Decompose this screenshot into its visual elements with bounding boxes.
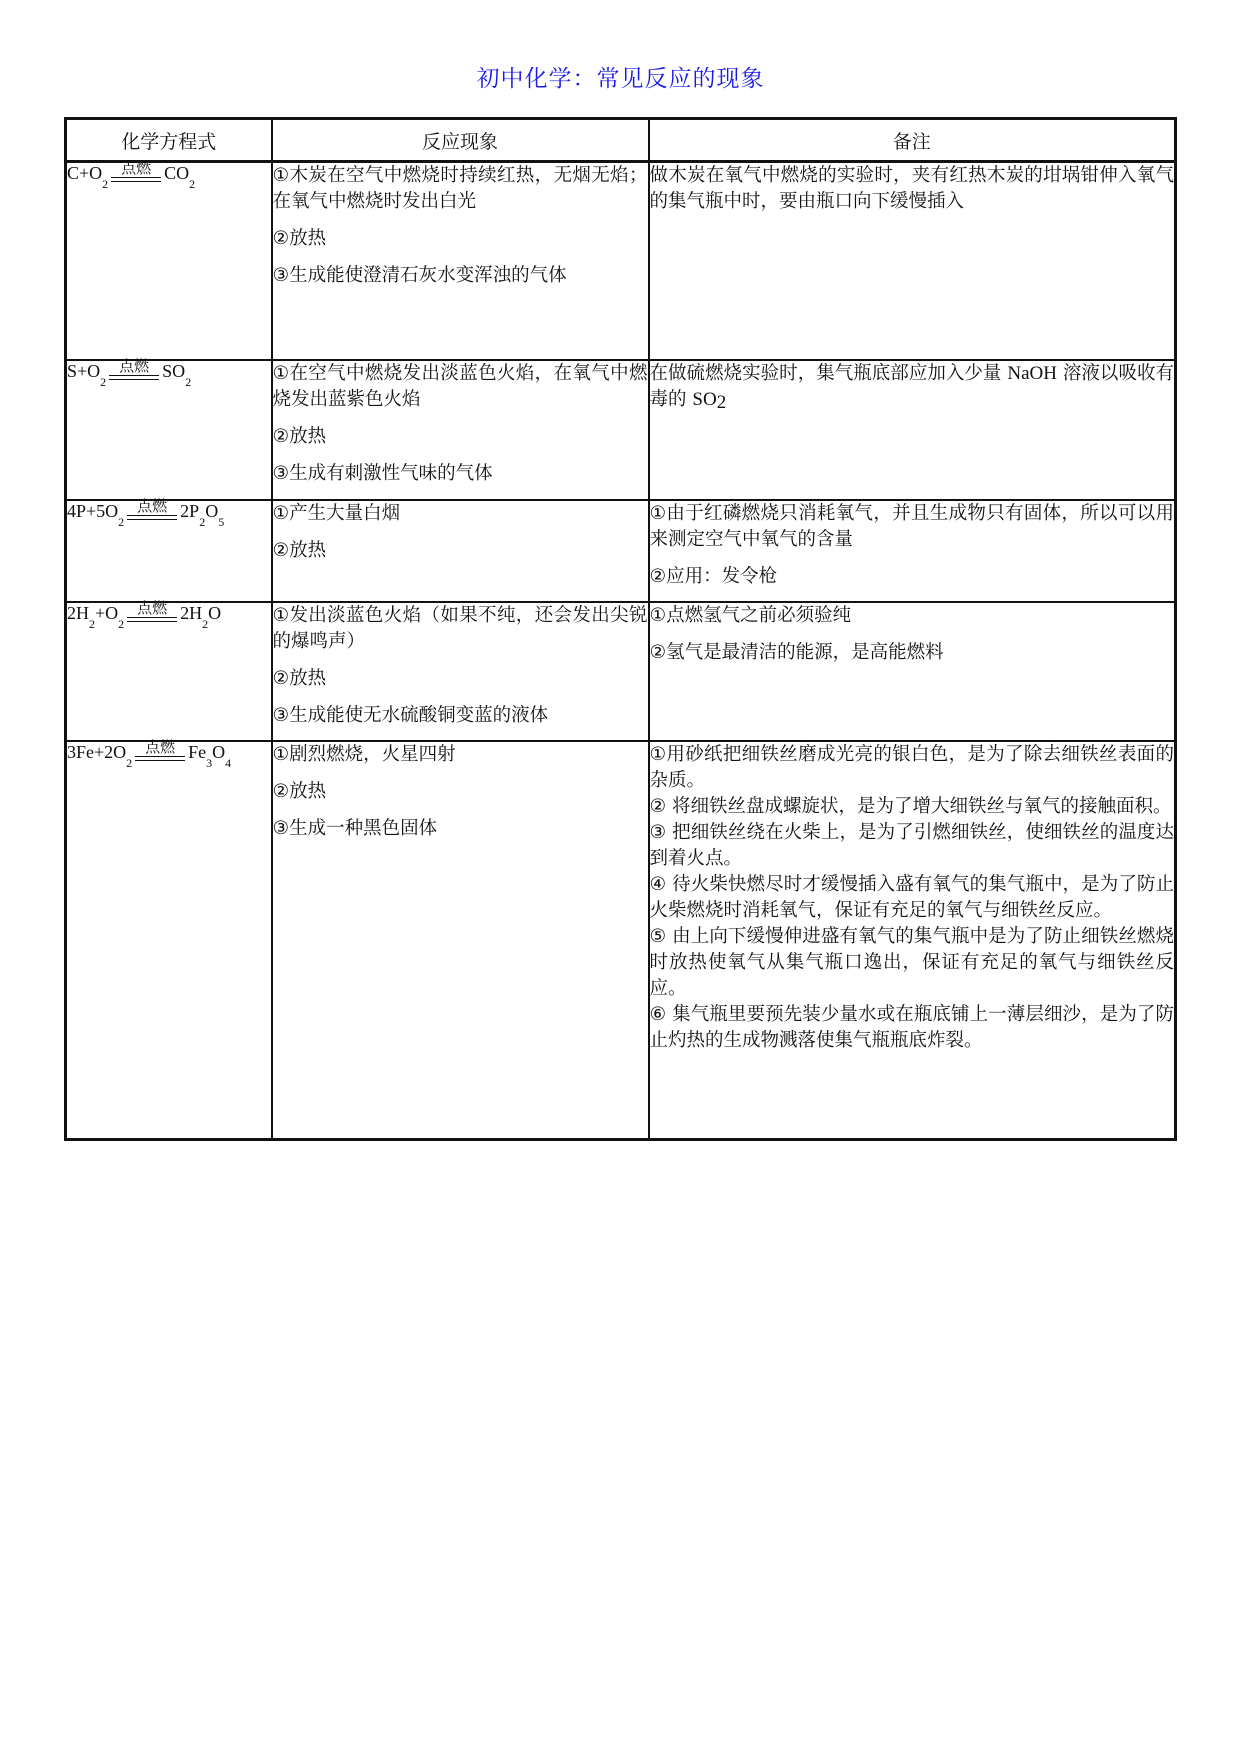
product: O xyxy=(208,603,222,623)
subscript: 2 xyxy=(716,392,727,413)
phenomenon-item: ①发出淡蓝色火焰（如果不纯，还会发出尖锐的爆鸣声） xyxy=(272,605,648,652)
table-header-row xyxy=(66,119,1176,162)
phenomenon-item: ③生成有刺激性气味的气体 xyxy=(272,463,493,484)
table-row xyxy=(66,741,1176,1140)
note-item: ③ 把细铁丝绕在火柴上，是为了引燃细铁丝，使细铁丝的温度达到着火点。 xyxy=(649,822,1174,869)
phenomenon-item: ①在空气中燃烧发出淡蓝色火焰，在氧气中燃烧发出蓝紫色火焰 xyxy=(272,363,648,410)
page-title: 初中化学：常见反应的现象 xyxy=(476,66,765,92)
reaction-condition xyxy=(111,161,161,182)
note-item: ⑤ 由上向下缓慢伸进盛有氧气的集气瓶中是为了防止细铁丝燃烧时放热使氧气从集气瓶口逸出，保证有充足的氧气与细铁丝反应。 xyxy=(649,926,1174,999)
phenomenon-item: ①产生大量白烟 xyxy=(272,503,401,524)
reaction-condition xyxy=(109,359,159,380)
reaction-condition xyxy=(127,601,177,622)
phenomenon-cell xyxy=(272,741,649,1140)
phenomenon-item: ②放热 xyxy=(272,228,327,249)
product: SO xyxy=(162,361,186,381)
phenomenon-item: ③生成能使无水硫酸铜变蓝的液体 xyxy=(272,705,549,726)
phenomenon-item: ①剧烈燃烧，火星四射 xyxy=(272,744,456,765)
notes-cell xyxy=(649,741,1176,1140)
reactant: +O xyxy=(95,603,119,623)
note-item: ①点燃氢气之前必须验纯 xyxy=(649,605,852,626)
notes-cell xyxy=(649,360,1176,500)
phenomenon-item: ①木炭在空气中燃烧时持续红热，无烟无焰；在氧气中燃烧时发出白光 xyxy=(272,165,648,212)
reactant: S+O xyxy=(67,361,101,381)
notes-cell xyxy=(649,162,1176,361)
phenomenon-item: ②放热 xyxy=(272,781,327,802)
reaction-condition xyxy=(127,499,177,520)
equals-sign xyxy=(109,375,159,380)
phenomenon-item: ②放热 xyxy=(272,426,327,447)
equation-cell xyxy=(66,159,272,361)
product: O xyxy=(212,742,226,762)
product: CO xyxy=(164,163,190,183)
phenomenon-cell xyxy=(272,360,649,500)
condition-label: 点燃 xyxy=(145,738,176,756)
reactions-table xyxy=(64,117,1177,1141)
equals-sign xyxy=(127,515,177,520)
note-item: 做木炭在氧气中燃烧的实验时，夹有红热木炭的坩埚钳伸入氧气的集气瓶中时，要由瓶口向下缓慢插入 xyxy=(649,165,1174,212)
phenomenon-item: ③生成能使澄清石灰水变浑浊的气体 xyxy=(272,265,567,286)
product: O xyxy=(205,501,219,521)
note-item: ④ 待火柴快燃尽时才缓慢插入盛有氧气的集气瓶中，是为了防止火柴燃烧时消耗氧气，保证有充足的氧气与细铁丝反应。 xyxy=(649,874,1174,921)
header-notes: 备注 xyxy=(649,119,1176,162)
condition-label: 点燃 xyxy=(121,159,152,177)
reactant: 4P+5O xyxy=(67,501,119,521)
notes-cell xyxy=(649,500,1176,602)
table-row xyxy=(66,602,1176,741)
product: 2H xyxy=(180,603,203,623)
header-equation: 化学方程式 xyxy=(66,119,272,162)
equation-cell xyxy=(66,599,272,741)
condition-label: 点燃 xyxy=(137,599,168,617)
condition-label: 点燃 xyxy=(137,497,168,515)
header-phenomenon: 反应现象 xyxy=(272,119,649,162)
table-row xyxy=(66,360,1176,500)
note-formula: SO xyxy=(692,389,717,410)
reactant: 2H xyxy=(67,603,89,623)
table-row xyxy=(66,500,1176,602)
equation-cell xyxy=(66,497,272,602)
equals-sign xyxy=(127,617,177,622)
reactant: C+O xyxy=(67,163,103,183)
note-item: ①由于红磷燃烧只消耗氧气，并且生成物只有固体，所以可以用来测定空气中氧气的含量 xyxy=(649,503,1174,550)
chemical-equation: C+O 2 点燃 CO 2 xyxy=(67,159,196,191)
phenomenon-cell xyxy=(272,602,649,741)
note-item: ②应用：发令枪 xyxy=(649,566,778,587)
table-row xyxy=(66,162,1176,361)
chemical-equation: 4P+5O 2 点燃 2P 2 O 5 xyxy=(67,497,225,529)
condition-label: 点燃 xyxy=(119,357,150,375)
note-text: 溶液以吸收有毒的 xyxy=(649,363,1174,410)
product: Fe xyxy=(188,742,207,762)
note-formula: NaOH xyxy=(1007,363,1057,384)
note-item xyxy=(650,361,1175,413)
equals-sign xyxy=(135,756,185,761)
phenomenon-item: ③生成一种黑色固体 xyxy=(272,818,438,839)
notes-cell xyxy=(649,602,1176,741)
phenomenon-cell xyxy=(272,500,649,602)
equation-cell xyxy=(66,738,272,1140)
reaction-condition xyxy=(135,740,185,761)
phenomenon-cell xyxy=(272,162,649,361)
note-text: 在做硫燃烧实验时，集气瓶底部应加入少量 xyxy=(649,363,1008,384)
phenomenon-item: ②放热 xyxy=(272,668,327,689)
note-item: ⑥ 集气瓶里要预先装少量水或在瓶底铺上一薄层细沙，是为了防止灼热的生成物溅落使集气瓶瓶底炸裂。 xyxy=(649,1004,1174,1051)
reactant: 3Fe+2O xyxy=(67,742,127,762)
note-item: ②氢气是最清洁的能源，是高能燃料 xyxy=(649,642,944,663)
equation-cell xyxy=(66,357,272,500)
equals-sign xyxy=(111,177,161,182)
note-item: ② 将细铁丝盘成螺旋状，是为了增大细铁丝与氧气的接触面积。 xyxy=(649,796,1172,817)
chemical-equation: S+O 2 点燃 SO 2 xyxy=(67,357,192,389)
note-item: ①用砂纸把细铁丝磨成光亮的银白色，是为了除去细铁丝表面的杂质。 xyxy=(649,744,1174,791)
product: 2P xyxy=(180,501,200,521)
chemical-equation: 2H 2 +O 2 点燃 2H 2 O xyxy=(67,599,222,631)
chemical-equation: 3Fe+2O 2 点燃 Fe 3 O 4 xyxy=(67,738,232,770)
phenomenon-item: ②放热 xyxy=(272,540,327,561)
